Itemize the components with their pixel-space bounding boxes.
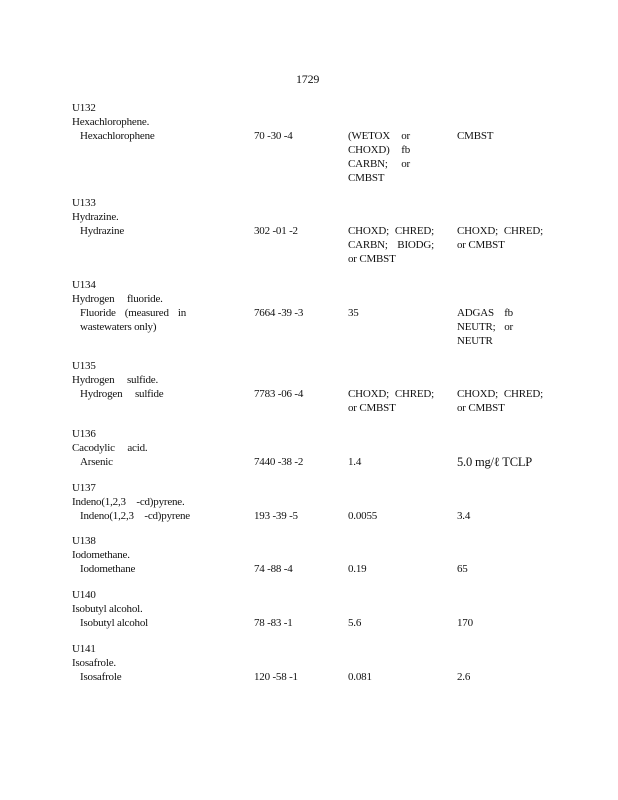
- wastewater-standard: 0.081: [348, 671, 372, 683]
- nonwastewater-standard: 3.4: [457, 510, 471, 522]
- waste-code: U133: [72, 197, 96, 209]
- constituent-name: Hydrazine: [80, 225, 125, 237]
- waste-description: Hydrogen fluoride.: [72, 293, 163, 305]
- waste-code: U140: [72, 589, 96, 601]
- waste-description: Iodomethane.: [72, 549, 130, 561]
- nonwastewater-standard: CHOXD; CHRED; or CMBST: [457, 388, 543, 414]
- wastewater-standard: 35: [348, 307, 359, 319]
- nonwastewater-standard: CHOXD; CHRED; or CMBST: [457, 225, 543, 251]
- constituent-name: Iodomethane: [80, 563, 136, 575]
- nonwastewater-standard: 65: [457, 563, 468, 575]
- constituent-name: Arsenic: [80, 456, 113, 468]
- nonwastewater-standard: 170: [457, 617, 473, 629]
- constituent-row: [72, 509, 572, 523]
- waste-code: U134: [72, 279, 96, 291]
- constituent-row: [72, 562, 572, 576]
- constituent-name: Hydrogen sulfide: [80, 388, 164, 400]
- waste-entry-u134: [72, 278, 572, 347]
- waste-entry-u135: [72, 359, 572, 414]
- cas-number: 193 -39 -5: [254, 510, 298, 522]
- cas-number: 302 -01 -2: [254, 225, 298, 237]
- constituent-name: Isosafrole: [80, 671, 122, 683]
- constituent-row: [72, 455, 572, 469]
- nonwastewater-standard: 5.0 mg/ℓ TCLP: [457, 455, 533, 469]
- wastewater-standard: 5.6: [348, 617, 362, 629]
- waste-description: Hydrogen sulfide.: [72, 374, 159, 386]
- constituent-row: [72, 129, 572, 184]
- wastewater-standard: CHOXD; CHRED; CARBN; BIODG; or CMBST: [348, 225, 434, 265]
- constituent-name: Indeno(1,2,3 -cd)pyrene: [80, 510, 190, 522]
- wastewater-standard: 0.0055: [348, 510, 378, 522]
- waste-description: Isosafrole.: [72, 657, 116, 669]
- nonwastewater-standard: CMBST: [457, 130, 494, 142]
- cas-number: 7440 -38 -2: [254, 456, 304, 468]
- waste-entry-u140: [72, 588, 572, 630]
- waste-code: U136: [72, 428, 96, 440]
- nonwastewater-standard: ADGAS fb NEUTR; or NEUTR: [457, 307, 513, 347]
- wastewater-standard: 0.19: [348, 563, 367, 575]
- waste-description: Cacodylic acid.: [72, 442, 148, 454]
- waste-code: U138: [72, 535, 96, 547]
- constituent-name: Hexachlorophene: [80, 130, 155, 142]
- waste-description: Isobutyl alcohol.: [72, 603, 143, 615]
- cas-number: 70 -30 -4: [254, 130, 293, 142]
- page-number: 1729: [296, 72, 320, 86]
- cas-number: 7664 -39 -3: [254, 307, 304, 319]
- cas-number: 120 -58 -1: [254, 671, 298, 683]
- waste-entry-u133: [72, 196, 572, 265]
- wastewater-standard: (WETOX or CHOXD) fb CARBN; or CMBST: [348, 130, 410, 184]
- cas-number: 78 -83 -1: [254, 617, 293, 629]
- wastewater-standard: 1.4: [348, 456, 362, 468]
- constituent-row: [72, 306, 572, 347]
- cas-number: 7783 -06 -4: [254, 388, 304, 400]
- waste-entry-u141: [72, 642, 572, 684]
- nonwastewater-standard: 2.6: [457, 671, 471, 683]
- waste-entry-u138: [72, 534, 572, 576]
- waste-code: U141: [72, 643, 96, 655]
- waste-code: U132: [72, 102, 96, 114]
- wastewater-standard: CHOXD; CHRED; or CMBST: [348, 388, 434, 414]
- constituent-row: [72, 387, 572, 414]
- waste-entry-u136: [72, 427, 572, 469]
- constituent-row: [72, 670, 572, 684]
- constituent-name: Isobutyl alcohol: [80, 617, 148, 629]
- constituent-row: [72, 224, 572, 265]
- waste-entry-u132: [72, 101, 572, 184]
- constituent-row: [72, 616, 572, 630]
- cas-number: 74 -88 -4: [254, 563, 293, 575]
- waste-description: Hexachlorophene.: [72, 116, 150, 128]
- waste-description: Indeno(1,2,3 -cd)pyrene.: [72, 496, 185, 508]
- waste-entry-u137: [72, 481, 572, 523]
- waste-code: U137: [72, 482, 96, 494]
- constituent-name: Fluoride (measured in wastewaters only): [80, 307, 186, 333]
- waste-code: U135: [72, 360, 96, 372]
- waste-description: Hydrazine.: [72, 211, 119, 223]
